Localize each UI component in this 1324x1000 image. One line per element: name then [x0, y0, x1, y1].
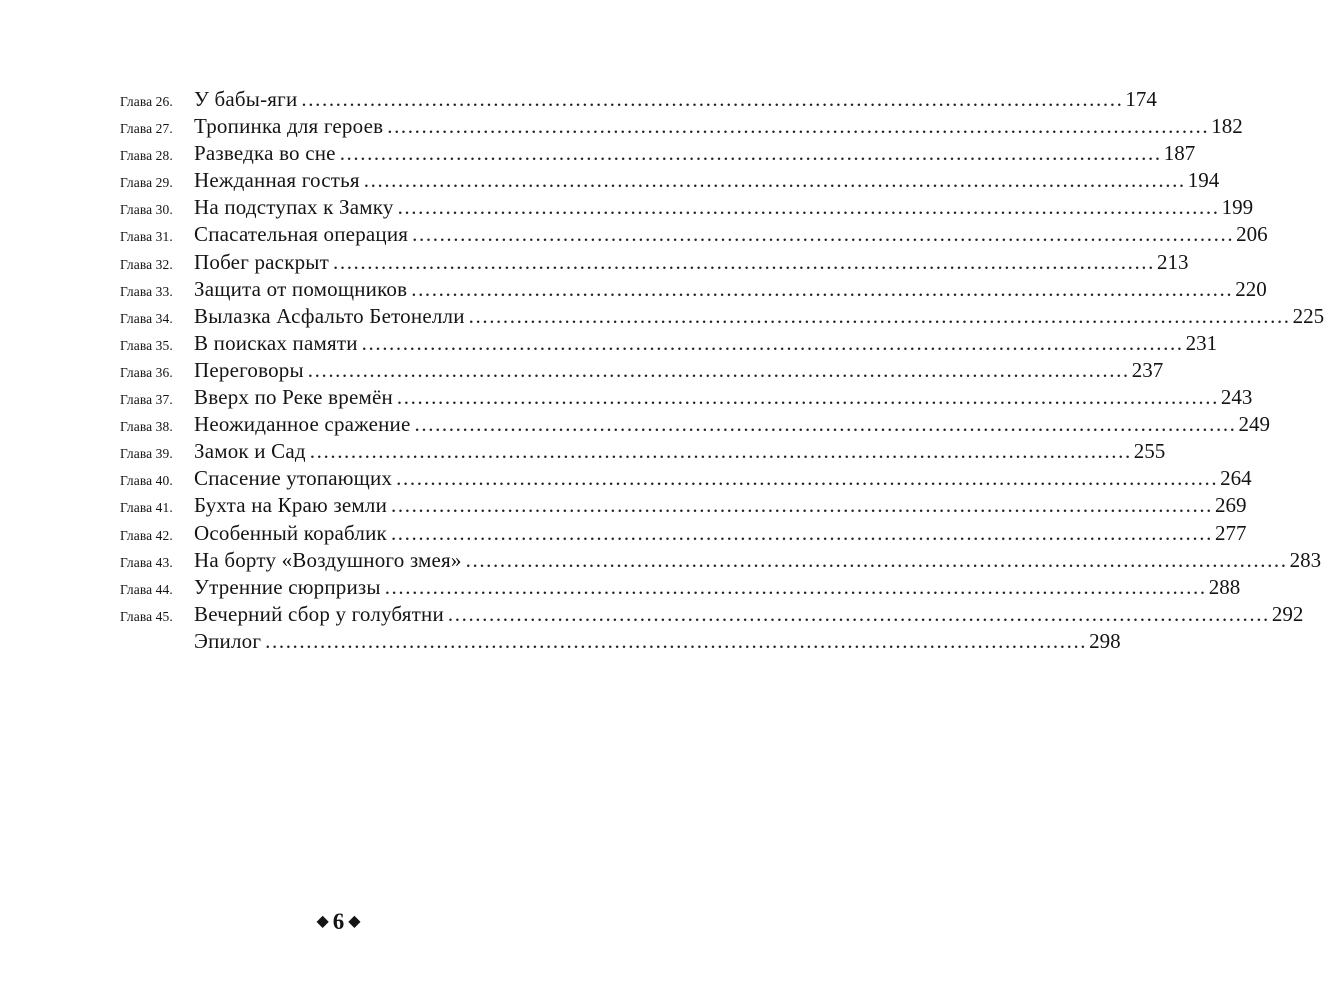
toc-chapter-label: Глава 38. [120, 419, 173, 435]
toc-chapter-label: Глава 41. [120, 500, 173, 516]
toc-chapter-title: Замок и Сад [194, 439, 306, 464]
toc-entry [120, 330, 1218, 357]
toc-chapter-label: Глава 39. [120, 446, 173, 462]
toc-page-number: 237 [1131, 357, 1164, 382]
table-of-contents [120, 86, 1324, 655]
toc-dot-leader: ........................................................................................................................ [412, 222, 1235, 247]
toc-dot-leader: ........................................................................................................................ [411, 276, 1234, 301]
toc-dot-leader: ........................................................................................................................ [307, 357, 1130, 382]
toc-dot-leader: ........................................................................................................................ [391, 493, 1214, 518]
toc-entry [120, 249, 1189, 276]
toc-chapter-title: На борту «Воздушного змея» [194, 547, 462, 572]
toc-entry [120, 411, 1271, 438]
toc-entry [120, 492, 1247, 519]
toc-chapter-label: Глава 33. [120, 283, 173, 299]
toc-chapter-label: Глава 40. [120, 473, 173, 489]
toc-chapter-title: Особенный кораблик [194, 520, 387, 545]
toc-chapter-title: Тропинка для героев [194, 114, 384, 139]
toc-page-number: 231 [1185, 330, 1218, 355]
toc-entry [120, 628, 1121, 655]
toc-dot-leader: ........................................................................................................................ [339, 141, 1162, 166]
toc-chapter-label: Глава 27. [120, 121, 173, 137]
toc-entry [120, 86, 1157, 113]
toc-chapter-title: Вылазка Асфальто Бетонелли [194, 303, 465, 328]
toc-entry [120, 194, 1254, 221]
toc-chapter-title: Защита от помощников [194, 276, 408, 301]
toc-chapter-label: Глава 37. [120, 392, 173, 408]
toc-page-number: 298 [1089, 628, 1121, 653]
page-number: 6 [332, 909, 345, 934]
toc-chapter-title: Спасение утопающих [194, 466, 393, 491]
toc-chapter-label: Глава 36. [120, 364, 173, 380]
toc-page-number: 220 [1235, 276, 1267, 301]
toc-page-number: 187 [1163, 141, 1196, 166]
toc-chapter-label: Глава 45. [120, 608, 173, 624]
toc-entry [120, 167, 1220, 194]
toc-chapter-label: Глава 26. [120, 94, 173, 109]
toc-dot-leader: ........................................................................................................................ [333, 249, 1155, 274]
toc-page-number: 264 [1220, 466, 1252, 491]
toc-chapter-label: Глава 43. [120, 554, 173, 570]
toc-entry [120, 465, 1252, 492]
toc-dot-leader: ........................................................................................................................ [397, 195, 1220, 220]
toc-entry [120, 547, 1322, 574]
toc-entry [120, 276, 1267, 303]
toc-chapter-title: Разведка во сне [194, 141, 336, 166]
toc-page-number: 194 [1187, 168, 1220, 193]
toc-page-number: 269 [1215, 493, 1247, 518]
toc-page-number: 283 [1289, 547, 1322, 572]
diamond-ornament-icon: ◆ [316, 913, 329, 930]
toc-page-number: 206 [1236, 222, 1268, 247]
toc-entry [120, 384, 1253, 411]
toc-page-number: 199 [1221, 195, 1254, 220]
toc-page-number: 174 [1125, 87, 1157, 111]
toc-chapter-title: Эпилог [194, 628, 262, 653]
toc-page-number: 243 [1220, 385, 1253, 410]
toc-dot-leader: ........................................................................................................................ [414, 412, 1237, 437]
toc-dot-leader: ........................................................................................................................ [363, 168, 1186, 193]
toc-dot-leader: ........................................................................................................................ [265, 628, 1088, 653]
toc-chapter-title: У бабы-яги [194, 87, 298, 111]
toc-dot-leader: ........................................................................................................................ [384, 574, 1207, 599]
toc-chapter-label: Глава 31. [120, 229, 173, 245]
toc-chapter-title: Нежданная гостья [194, 168, 360, 193]
toc-chapter-label: Глава 42. [120, 527, 173, 543]
toc-chapter-title: Побег раскрыт [194, 249, 329, 274]
diamond-ornament-icon: ◆ [348, 913, 361, 930]
toc-chapter-label: Глава 35. [120, 337, 173, 353]
toc-page-number: 249 [1238, 412, 1271, 437]
toc-dot-leader: ........................................................................................................................ [465, 547, 1288, 572]
toc-chapter-title: На подступах к Замку [194, 195, 394, 220]
toc-page-number: 288 [1208, 574, 1241, 599]
toc-dot-leader: ........................................................................................................................ [447, 601, 1270, 626]
toc-entry [120, 303, 1324, 330]
page-footer [0, 907, 677, 937]
toc-chapter-label: Глава 30. [120, 202, 173, 218]
toc-chapter-title: Вверх по Реке времён [194, 385, 393, 410]
toc-chapter-title: Бухта на Краю земли [194, 493, 388, 518]
toc-dot-leader: ........................................................................................................................ [396, 385, 1219, 410]
toc-chapter-title: Переговоры [194, 357, 304, 382]
toc-entry [120, 601, 1304, 628]
toc-chapter-title: Вечерний сбор у голубятни [194, 601, 444, 626]
toc-entry [120, 357, 1164, 384]
toc-dot-leader: ........................................................................................................................ [468, 303, 1291, 328]
toc-dot-leader: ........................................................................................................................ [361, 330, 1184, 355]
toc-chapter-title: В поисках памяти [194, 330, 358, 355]
toc-dot-leader: ........................................................................................................................ [301, 87, 1124, 111]
toc-chapter-label: Глава 44. [120, 581, 173, 597]
toc-entry [120, 438, 1166, 465]
toc-page-number: 255 [1133, 439, 1166, 464]
toc-entry [120, 574, 1241, 601]
toc-chapter-title: Спасательная операция [194, 222, 409, 247]
toc-page-number: 213 [1157, 249, 1189, 274]
toc-entry [120, 221, 1268, 248]
toc-chapter-title: Неожиданное сражение [194, 412, 411, 437]
toc-chapter-label: Глава 34. [120, 310, 173, 326]
toc-page-number: 277 [1214, 520, 1247, 545]
toc-chapter-label: Глава 32. [120, 256, 173, 272]
toc-dot-leader: ........................................................................................................................ [387, 114, 1210, 139]
toc-chapter-label: Глава 28. [120, 148, 173, 164]
toc-entry [120, 113, 1243, 140]
toc-chapter-label: Глава 29. [120, 175, 173, 191]
toc-entry [120, 140, 1196, 167]
toc-dot-leader: ........................................................................................................................ [390, 520, 1213, 545]
toc-dot-leader: ........................................................................................................................ [309, 439, 1132, 464]
toc-chapter-title: Утренние сюрпризы [194, 574, 381, 599]
toc-page-number: 292 [1271, 601, 1304, 626]
toc-page-number: 182 [1211, 114, 1243, 139]
toc-entry [120, 520, 1247, 547]
toc-page-number: 225 [1292, 303, 1324, 328]
toc-dot-leader: ........................................................................................................................ [396, 466, 1219, 491]
